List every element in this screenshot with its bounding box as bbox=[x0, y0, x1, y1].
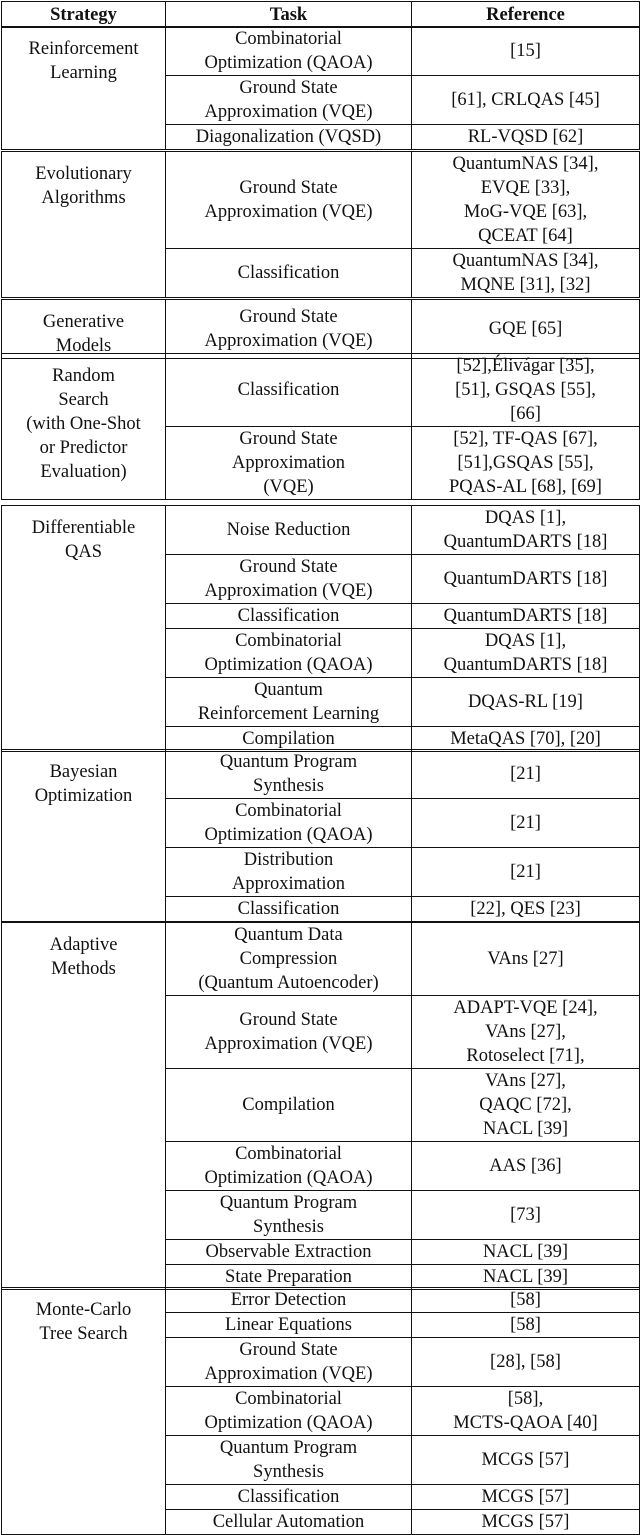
strategy-group bbox=[1, 749, 640, 922]
task-cell: Quantum Data Compression (Quantum Autoencoder) bbox=[166, 923, 412, 996]
reference-cell: [52], TF-QAS [67], [51],GSQAS [55], PQAS-AL [68], [69] bbox=[412, 427, 640, 500]
strategy-group bbox=[1, 353, 640, 500]
task-cell: Quantum Program Synthesis bbox=[166, 1436, 412, 1485]
reference-cell: ADAPT-VQE [24], VAns [27], Rotoselect [71], bbox=[412, 996, 640, 1069]
task-cell: Combinatorial Optimization (QAOA) bbox=[166, 799, 412, 848]
reference-cell: [28], [58] bbox=[412, 1338, 640, 1387]
reference-header: Reference bbox=[412, 2, 640, 28]
task-cell: Combinatorial Optimization (QAOA) bbox=[166, 629, 412, 678]
reference-cell: MCGS [57] bbox=[412, 1510, 640, 1535]
strategy-group bbox=[1, 299, 640, 359]
reference-cell: [21] bbox=[412, 750, 640, 799]
reference-cell: NACL [39] bbox=[412, 1240, 640, 1265]
header-table bbox=[1, 1, 640, 28]
table-row bbox=[2, 27, 640, 76]
strategy-cell: Generative Models bbox=[2, 300, 166, 359]
task-cell: Noise Reduction bbox=[166, 506, 412, 555]
reference-cell: [73] bbox=[412, 1191, 640, 1240]
task-cell: Cellular Automation bbox=[166, 1510, 412, 1535]
strategy-cell: Adaptive Methods bbox=[2, 923, 166, 1290]
table-row bbox=[2, 1288, 640, 1313]
reference-cell: QuantumNAS [34], EVQE [33], MoG-VQE [63], QCEAT [64] bbox=[412, 152, 640, 249]
task-cell: Ground State Approximation (VQE) bbox=[166, 1338, 412, 1387]
reference-cell: QuantumDARTS [18] bbox=[412, 604, 640, 629]
reference-cell: [22], QES [23] bbox=[412, 897, 640, 922]
task-cell: Distribution Approximation bbox=[166, 848, 412, 897]
task-cell: Ground State Approximation (VQE) bbox=[166, 152, 412, 249]
reference-cell: GQE [65] bbox=[412, 300, 640, 359]
table-row bbox=[2, 923, 640, 996]
task-cell: Ground State Approximation (VQE) bbox=[166, 76, 412, 125]
strategy-group bbox=[1, 151, 640, 298]
header-row bbox=[2, 2, 640, 28]
task-cell: Classification bbox=[166, 249, 412, 298]
reference-cell: MetaQAS [70], [20] bbox=[412, 727, 640, 752]
task-cell: Quantum Program Synthesis bbox=[166, 750, 412, 799]
task-cell: Ground State Approximation (VQE) bbox=[166, 996, 412, 1069]
reference-cell: QuantumNAS [34], MQNE [31], [32] bbox=[412, 249, 640, 298]
table-row bbox=[2, 354, 640, 427]
strategy-group bbox=[1, 1287, 640, 1535]
task-cell: Classification bbox=[166, 604, 412, 629]
task-cell: Classification bbox=[166, 1485, 412, 1510]
table-row bbox=[2, 152, 640, 249]
reference-cell: MCGS [57] bbox=[412, 1436, 640, 1485]
task-cell: Quantum Program Synthesis bbox=[166, 1191, 412, 1240]
task-cell: Observable Extraction bbox=[166, 1240, 412, 1265]
strategy-cell: Evolutionary Algorithms bbox=[2, 152, 166, 298]
task-header: Task bbox=[166, 2, 412, 28]
reference-cell: [61], CRLQAS [45] bbox=[412, 76, 640, 125]
strategy-cell: Monte-Carlo Tree Search bbox=[2, 1288, 166, 1535]
task-cell: Linear Equations bbox=[166, 1313, 412, 1338]
task-cell: Combinatorial Optimization (QAOA) bbox=[166, 27, 412, 76]
task-cell: Error Detection bbox=[166, 1288, 412, 1313]
strategy-group bbox=[1, 505, 640, 752]
task-cell: Ground State Approximation (VQE) bbox=[166, 300, 412, 359]
reference-cell: RL-VQSD [62] bbox=[412, 125, 640, 150]
table-row bbox=[2, 750, 640, 799]
reference-cell: [21] bbox=[412, 848, 640, 897]
strategy-header: Strategy bbox=[2, 2, 166, 28]
reference-cell: [15] bbox=[412, 27, 640, 76]
task-cell: Combinatorial Optimization (QAOA) bbox=[166, 1142, 412, 1191]
task-cell: Compilation bbox=[166, 1069, 412, 1142]
reference-cell: [58] bbox=[412, 1313, 640, 1338]
reference-cell: AAS [36] bbox=[412, 1142, 640, 1191]
strategy-group bbox=[1, 26, 640, 150]
task-cell: Diagonalization (VQSD) bbox=[166, 125, 412, 150]
task-cell: Combinatorial Optimization (QAOA) bbox=[166, 1387, 412, 1436]
reference-cell: [58], MCTS-QAOA [40] bbox=[412, 1387, 640, 1436]
strategy-cell: Random Search (with One-Shot or Predictor Evaluation) bbox=[2, 354, 166, 500]
task-cell: Compilation bbox=[166, 727, 412, 752]
strategy-cell: Bayesian Optimization bbox=[2, 750, 166, 922]
reference-cell: DQAS-RL [19] bbox=[412, 678, 640, 727]
reference-cell: [58] bbox=[412, 1288, 640, 1313]
reference-cell: VAns [27] bbox=[412, 923, 640, 996]
table-row bbox=[2, 506, 640, 555]
task-cell: State Preparation bbox=[166, 1265, 412, 1290]
reference-cell: [21] bbox=[412, 799, 640, 848]
task-cell: Classification bbox=[166, 897, 412, 922]
strategy-group bbox=[1, 922, 640, 1290]
reference-cell: MCGS [57] bbox=[412, 1485, 640, 1510]
strategy-cell: Reinforcement Learning bbox=[2, 27, 166, 150]
task-cell: Ground State Approximation (VQE) bbox=[166, 427, 412, 500]
reference-cell: QuantumDARTS [18] bbox=[412, 555, 640, 604]
reference-cell: VAns [27], QAQC [72], NACL [39] bbox=[412, 1069, 640, 1142]
table-row bbox=[2, 300, 640, 359]
task-cell: Ground State Approximation (VQE) bbox=[166, 555, 412, 604]
reference-cell: DQAS [1], QuantumDARTS [18] bbox=[412, 629, 640, 678]
task-cell: Quantum Reinforcement Learning bbox=[166, 678, 412, 727]
task-cell: Classification bbox=[166, 354, 412, 427]
reference-cell: DQAS [1], QuantumDARTS [18] bbox=[412, 506, 640, 555]
reference-cell: NACL [39] bbox=[412, 1265, 640, 1290]
reference-cell: [52],Élivágar [35], [51], GSQAS [55], [66] bbox=[412, 354, 640, 427]
strategy-cell: Differentiable QAS bbox=[2, 506, 166, 752]
